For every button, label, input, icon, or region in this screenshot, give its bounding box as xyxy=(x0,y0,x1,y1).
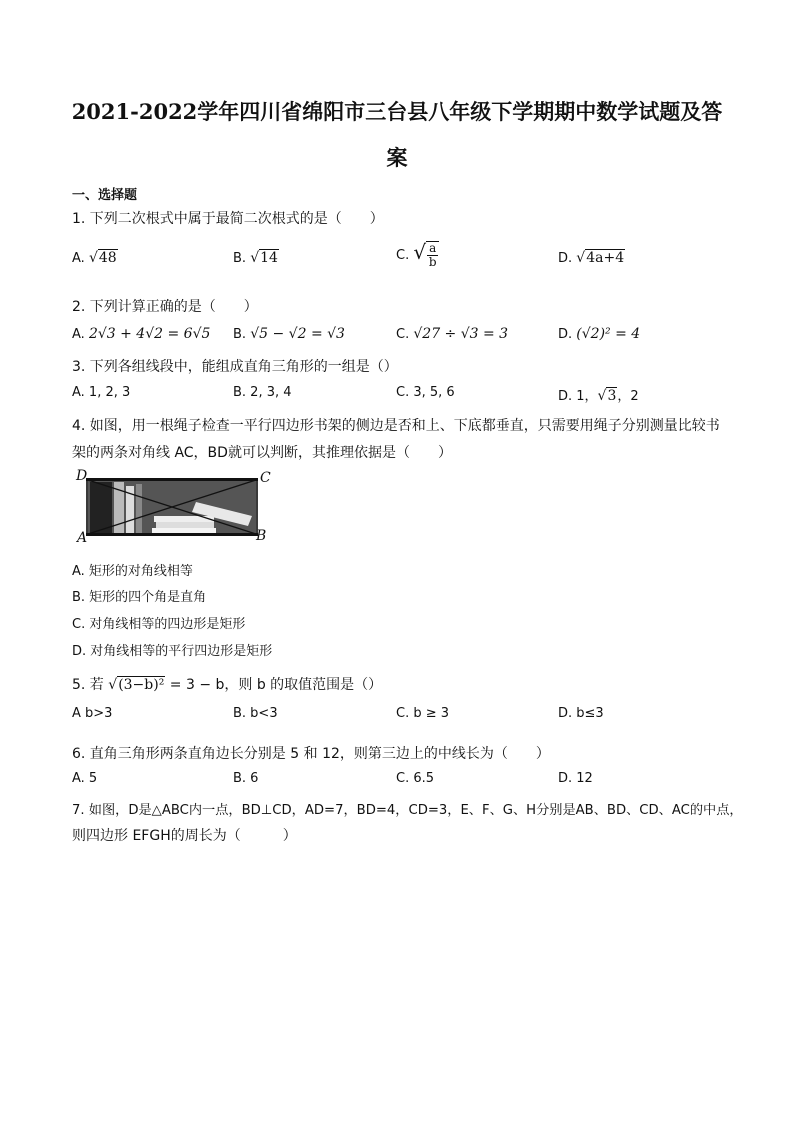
bookshelf-photo xyxy=(76,472,274,544)
question-7-line-2: 则四边形 EFGH的周长为（ ） xyxy=(72,828,297,844)
vertex-label-a: A xyxy=(77,530,88,546)
option-label: B. xyxy=(233,327,247,342)
q6-option-c: C. 6.5 xyxy=(396,771,435,786)
q3-option-a: A. 1, 2, 3 xyxy=(72,385,131,400)
question-4-line-1: 4. 如图，用一根绳子检查一平行四边形书架的侧边是否和上、下底都垂直，只需要用绳子分别测量比较书 xyxy=(72,418,720,434)
q5-option-d: D. b≤3 xyxy=(558,706,604,721)
bookshelf-figure xyxy=(76,468,274,546)
q2-option-d xyxy=(558,326,640,342)
option-label: D. 1， xyxy=(558,389,598,404)
option-label: B. xyxy=(233,251,247,266)
option-label: A. xyxy=(72,251,85,266)
section-heading: 一、选择题 xyxy=(72,188,138,203)
math-expression: √27 ÷ √3 = 3 xyxy=(413,326,509,342)
q5-option-a: A b>3 xyxy=(72,706,113,721)
q1-option-a xyxy=(72,250,118,266)
q1-option-d xyxy=(558,250,625,266)
sqrt-expression: √3 xyxy=(597,388,617,404)
question-4-line-2: 架的两条对角线 AC，BD就可以判断，其推理依据是（ ） xyxy=(72,445,452,461)
option-label: C. xyxy=(396,327,410,342)
q4-option-a: A. 矩形的对角线相等 xyxy=(72,564,193,579)
q3-option-d xyxy=(558,385,639,404)
radicand: 3 xyxy=(607,388,617,404)
q2-option-a xyxy=(72,326,210,342)
page-title-continued: 案 xyxy=(386,145,408,170)
q1-option-b xyxy=(233,250,279,266)
question-2-stem: 2. 下列计算正确的是（ ） xyxy=(72,299,258,315)
radicand: 48 xyxy=(98,250,117,266)
q4-option-d: D. 对角线相等的平行四边形是矩形 xyxy=(72,644,273,659)
radicand: (3−b)² xyxy=(118,677,165,693)
q3-option-b: B. 2, 3, 4 xyxy=(233,385,292,400)
question-7-line-1: 7. 如图，D是△ABC内一点，BD⊥CD，AD=7，BD=4，CD=3，E、F、G、H分别是AB、BD、CD、AC的中点， xyxy=(72,803,743,818)
radicand: 4a+4 xyxy=(586,250,625,266)
numerator: a xyxy=(429,241,437,255)
fraction xyxy=(426,241,439,269)
option-label: D. xyxy=(558,327,573,342)
math-expression: (√2)² = 4 xyxy=(576,326,641,342)
q5-option-b: B. b<3 xyxy=(233,706,278,721)
math-expression: √5 − √2 = √3 xyxy=(250,326,345,342)
q5-suffix: = 3 − b，则 b 的取值范围是（） xyxy=(169,677,383,693)
question-3-stem: 3. 下列各组线段中，能组成直角三角形的一组是（） xyxy=(72,359,398,375)
q5-prefix: 5. 若 xyxy=(72,677,104,693)
option-label: A. xyxy=(72,327,85,342)
radicand: 14 xyxy=(260,250,278,266)
sqrt-fraction-expression: √ $\frac{a}{b}$ xyxy=(413,240,439,269)
option-tail: ，2 xyxy=(617,389,639,404)
vertex-label-b: B xyxy=(256,528,267,544)
option-label: D. xyxy=(558,251,573,266)
sqrt-expression: √14 xyxy=(250,250,278,266)
q4-option-c: C. 对角线相等的四边形是矩形 xyxy=(72,617,246,632)
q6-option-b: B. 6 xyxy=(233,771,259,786)
q4-option-b: B. 矩形的四个角是直角 xyxy=(72,590,207,605)
q6-option-a: A. 5 xyxy=(72,771,98,786)
question-1-stem: 1. 下列二次根式中属于最简二次根式的是（ ） xyxy=(72,211,384,227)
q3-option-c: C. 3, 5, 6 xyxy=(396,385,455,400)
vertex-label-d: D xyxy=(76,468,88,484)
page-title: 2021-2022学年四川省绵阳市三台县八年级下学期期中数学试题及答 xyxy=(71,99,723,124)
sqrt-expression: √(3−b)² xyxy=(108,677,165,693)
sqrt-expression: √48 xyxy=(88,250,117,266)
question-5-stem xyxy=(72,674,382,694)
q5-option-c: C. b ≥ 3 xyxy=(396,706,450,721)
sqrt-expression: √4a+4 xyxy=(576,250,625,266)
vertex-label-c: C xyxy=(260,470,271,486)
question-6-stem: 6. 直角三角形两条直角边长分别是 5 和 12，则第三边上的中线长为（ ） xyxy=(72,746,550,762)
denominator: b xyxy=(428,255,437,269)
q2-option-b xyxy=(233,326,345,342)
q1-option-c xyxy=(396,240,439,269)
math-expression: 2√3 + 4√2 = 6√5 xyxy=(88,326,211,342)
option-label: C. xyxy=(396,248,410,263)
q2-option-c xyxy=(396,326,508,342)
q6-option-d: D. 12 xyxy=(558,771,593,786)
